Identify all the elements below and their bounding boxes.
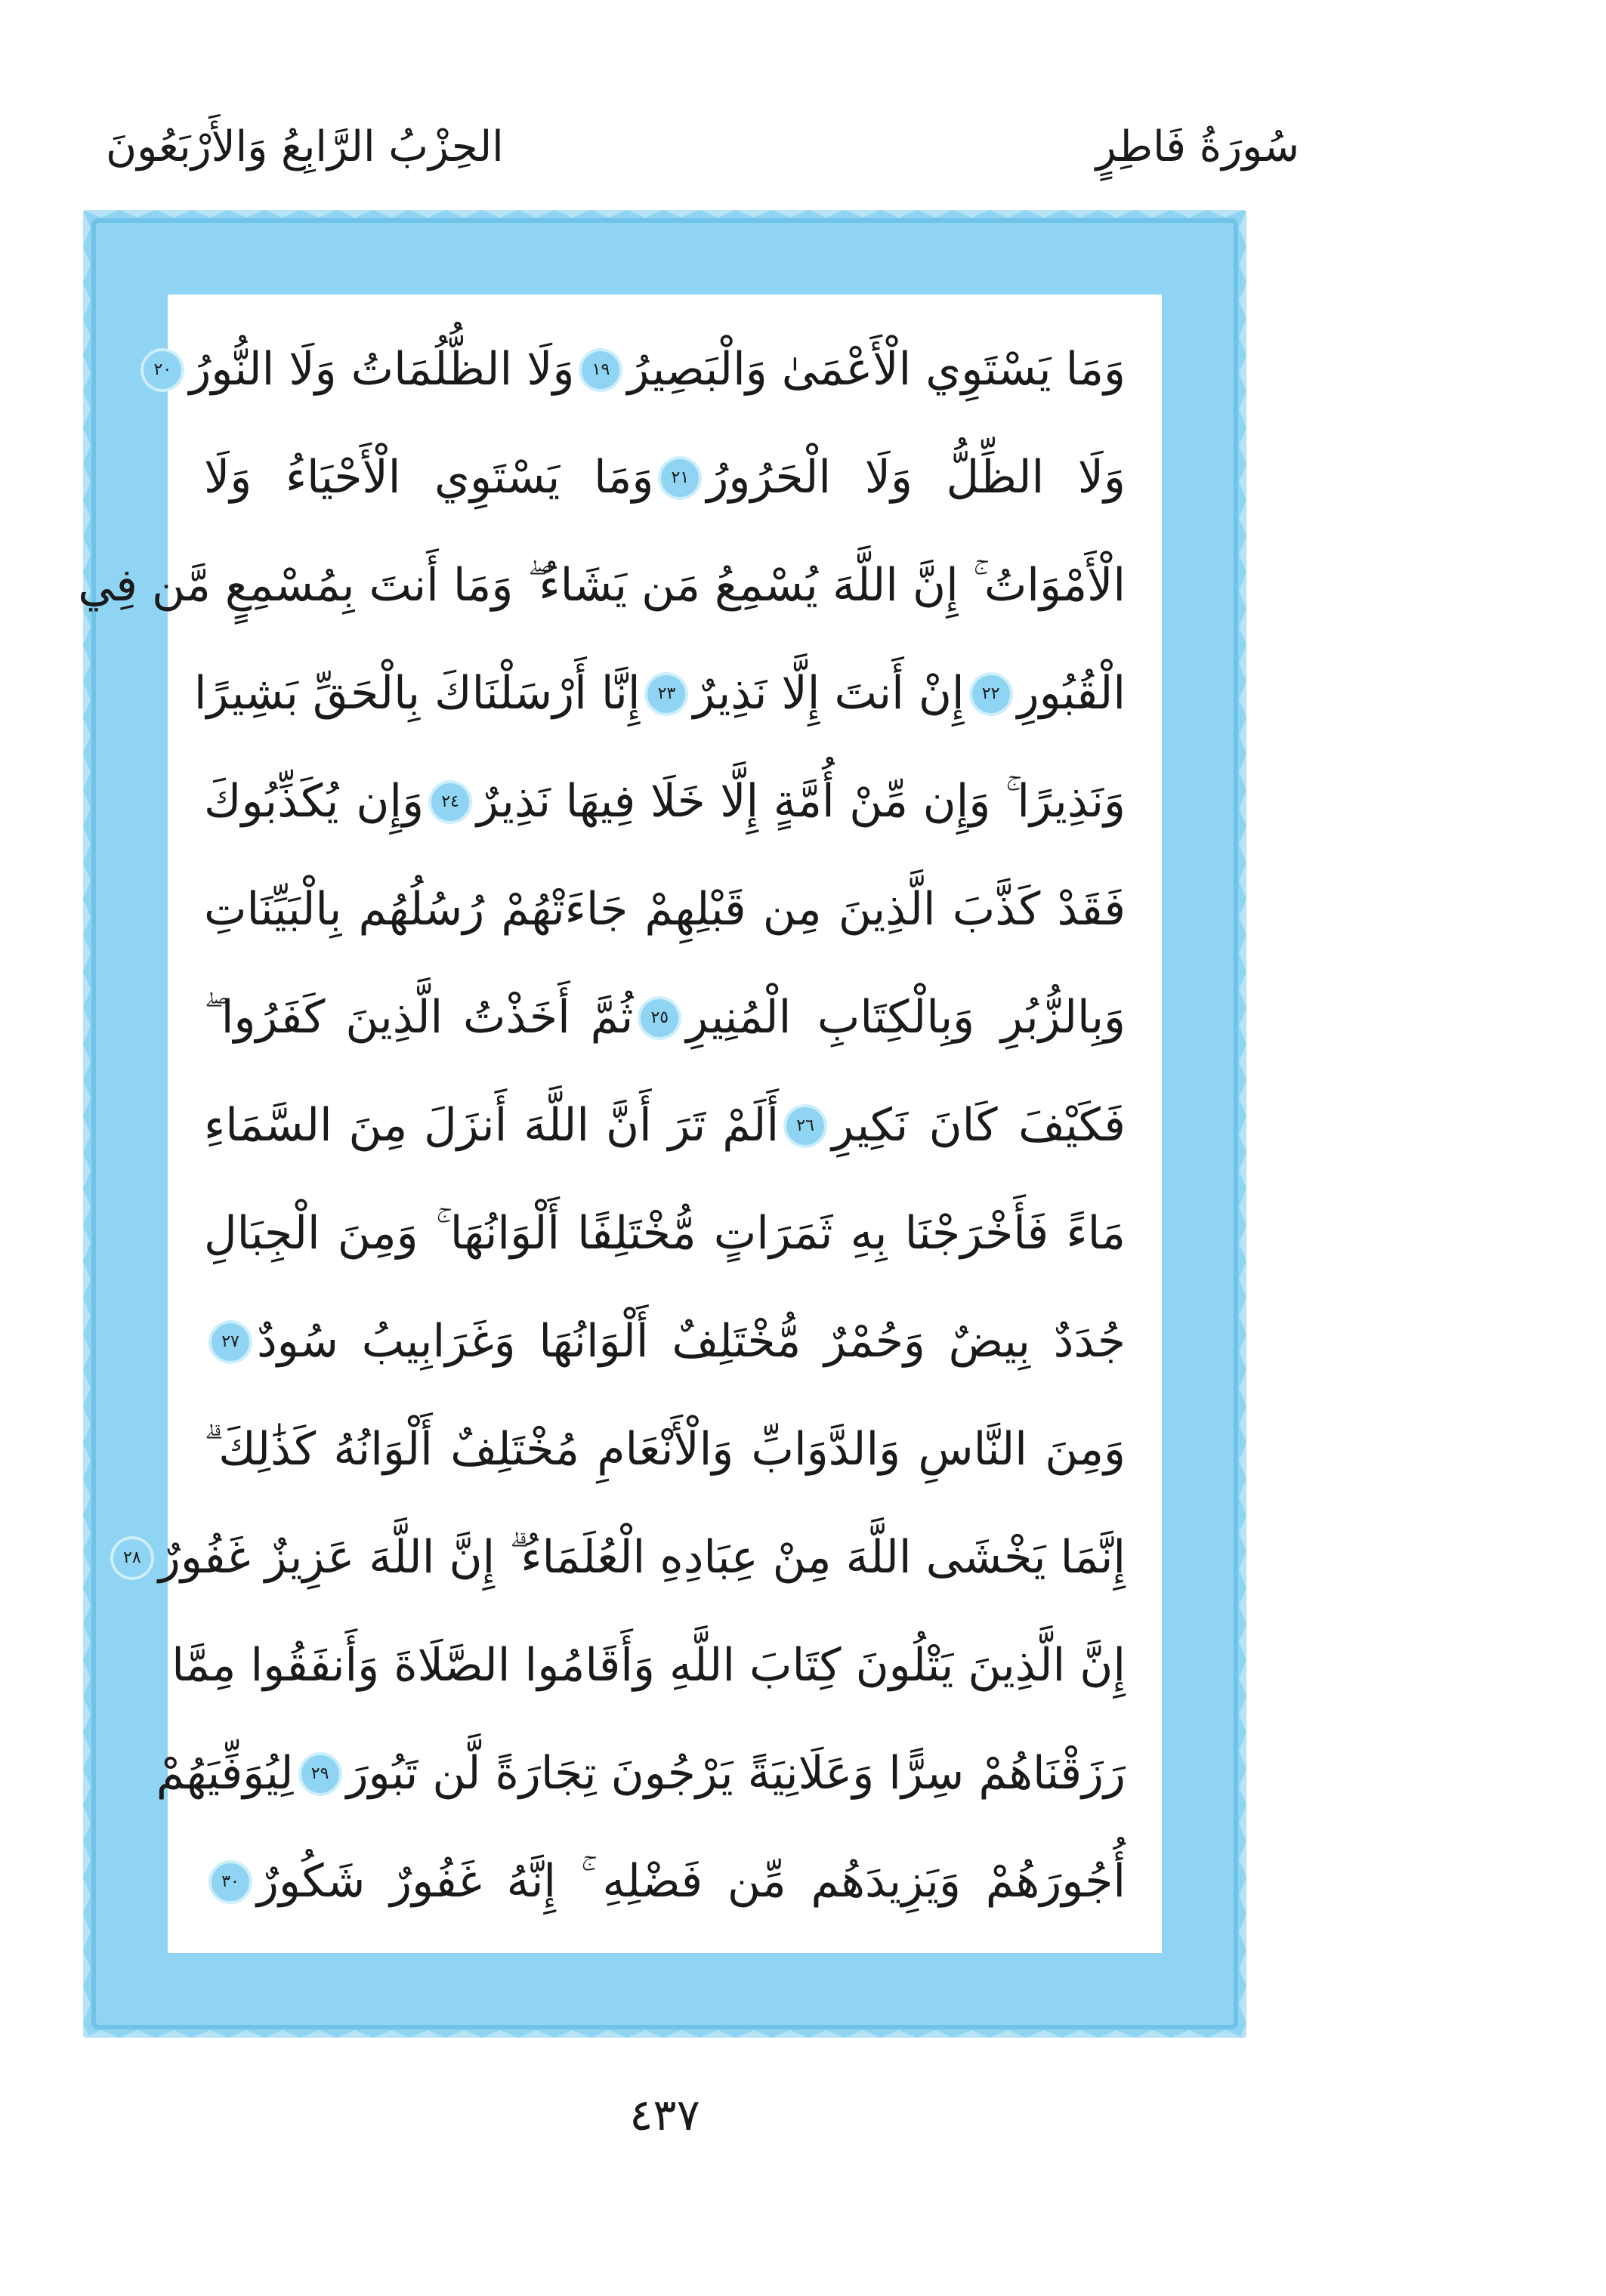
verse-text: الْقُبُورِ (1017, 667, 1126, 720)
ornamental-frame (78, 210, 1246, 2038)
ayah-number-marker: ٢٨ (113, 1539, 151, 1577)
verse-text: وَإِن يُكَذِّبُوكَ (203, 775, 425, 828)
hizb-label: الحِزْبُ الرَّابِعُ وَالأَرْبَعُونَ (106, 122, 504, 171)
verse-line (171, 1612, 1126, 1720)
ayah-number-marker: ٢٦ (786, 1107, 824, 1145)
ayah-number-marker: ٢٤ (431, 783, 469, 821)
ayah-number-marker: ١٩ (582, 351, 619, 389)
page-number: ٤٣٧ (629, 2089, 700, 2140)
verse-line (204, 1828, 1126, 1936)
verse-text: ثُمَّ أَخَذْتُ الَّذِينَ كَفَرُوا ۖ (203, 991, 634, 1044)
verse-text: وَلَا الظُّلُمَاتُ وَلَا النُّورُ (189, 343, 575, 396)
verse-text: جُدَدٌ بِيضٌ وَحُمْرٌ مُّخْتَلِفٌ أَلْوَانُهَا وَغَرَابِيبُ سُودٌ (257, 1315, 1126, 1368)
verse-text: إِنَّمَا يَخْشَى اللَّهَ مِنْ عِبَادِهِ الْعُلَمَاءُ ۗ إِنَّ اللَّهَ عَزِيزٌ غَفُورٌ (158, 1531, 1126, 1584)
ayah-number-marker: ٢٠ (144, 351, 181, 389)
page-header (106, 113, 1299, 181)
verse-line (123, 1504, 1126, 1612)
verse-text: وَمَا يَسْتَوِي الْأَعْمَىٰ وَالْبَصِيرُ (627, 343, 1126, 396)
verse-text: فَكَيْفَ كَانَ نَكِيرِ (832, 1099, 1126, 1152)
verse-text: إِنَّا أَرْسَلْنَاكَ بِالْحَقِّ بَشِيرًا (193, 667, 641, 720)
verse-line (204, 964, 1126, 1072)
verse-text: رَزَقْنَاهُمْ سِرًّا وَعَلَانِيَةً يَرْجُونَ تِجَارَةً لَّن تَبُورَ (346, 1747, 1126, 1800)
verse-line (156, 1720, 1126, 1828)
verse-text: الْأَمْوَاتُ ۚ إِنَّ اللَّهَ يُسْمِعُ مَن يَشَاءُ ۖ وَمَا أَنتَ بِمُسْمِعٍ مَّن فِي (78, 559, 1126, 612)
ayah-number-marker: ٢٩ (301, 1755, 339, 1793)
verse-text: وَلَا الظِّلُّ وَلَا الْحَرُورُ (706, 451, 1126, 504)
verse-text: مَاءً فَأَخْرَجْنَا بِهِ ثَمَرَاتٍ مُّخْتَلِفًا أَلْوَانُهَا ۚ وَمِنَ الْجِبَالِ (204, 1207, 1126, 1260)
verse-line (204, 424, 1126, 532)
text-panel (78, 295, 1162, 1953)
verse-line (204, 1072, 1126, 1180)
verse-text: وَنَذِيرًا ۚ وَإِن مِّنْ أُمَّةٍ إِلَّا خَلَا فِيهَا نَذِيرٌ (477, 775, 1126, 828)
verse-line (204, 1288, 1126, 1396)
verse-text: إِنَّ الَّذِينَ يَتْلُونَ كِتَابَ اللَّهِ وَأَقَامُوا الصَّلَاةَ وَأَنفَقُوا مِمَّا (171, 1639, 1126, 1692)
verse-line (193, 640, 1126, 748)
ayah-number-marker: ٢٥ (641, 999, 678, 1037)
verse-text: لِيُوَفِّيَهُمْ (156, 1747, 294, 1800)
ayah-number-marker: ٢٢ (972, 675, 1010, 713)
ayah-number-marker: ٢١ (661, 459, 699, 497)
verse-line (204, 748, 1126, 856)
verse-line (204, 856, 1126, 964)
verse-text: أُجُورَهُمْ وَيَزِيدَهُم مِّن فَضْلِهِ ۚ إِنَّهُ غَفُورٌ شَكُورٌ (257, 1855, 1126, 1908)
verse-lines (78, 316, 1126, 1936)
ayah-number-marker: ٢٧ (212, 1323, 249, 1361)
verse-text: إِنْ أَنتَ إِلَّا نَذِيرٌ (693, 667, 965, 720)
verse-line (78, 532, 1126, 640)
verse-text: فَقَدْ كَذَّبَ الَّذِينَ مِن قَبْلِهِمْ جَاءَتْهُمْ رُسُلُهُم بِالْبَيِّنَاتِ (204, 883, 1126, 936)
verse-text: أَلَمْ تَرَ أَنَّ اللَّهَ أَنزَلَ مِنَ السَّمَاءِ (203, 1099, 780, 1152)
verse-text: وَمَا يَسْتَوِي الْأَحْيَاءُ وَلَا (204, 451, 654, 504)
verse-line (153, 316, 1126, 424)
surah-name: سُورَةُ فَاطِرٍ (1095, 122, 1299, 171)
ayah-number-marker: ٢٣ (647, 675, 685, 713)
verse-line (204, 1396, 1126, 1504)
verse-text: وَمِنَ النَّاسِ وَالدَّوَابِّ وَالْأَنْعَامِ مُخْتَلِفٌ أَلْوَانُهُ كَذَٰلِكَ ۗ (204, 1423, 1126, 1476)
verse-line (204, 1180, 1126, 1288)
verse-text: وَبِالزُّبُرِ وَبِالْكِتَابِ الْمُنِيرِ (686, 991, 1126, 1044)
ayah-number-marker: ٣٠ (212, 1863, 249, 1901)
